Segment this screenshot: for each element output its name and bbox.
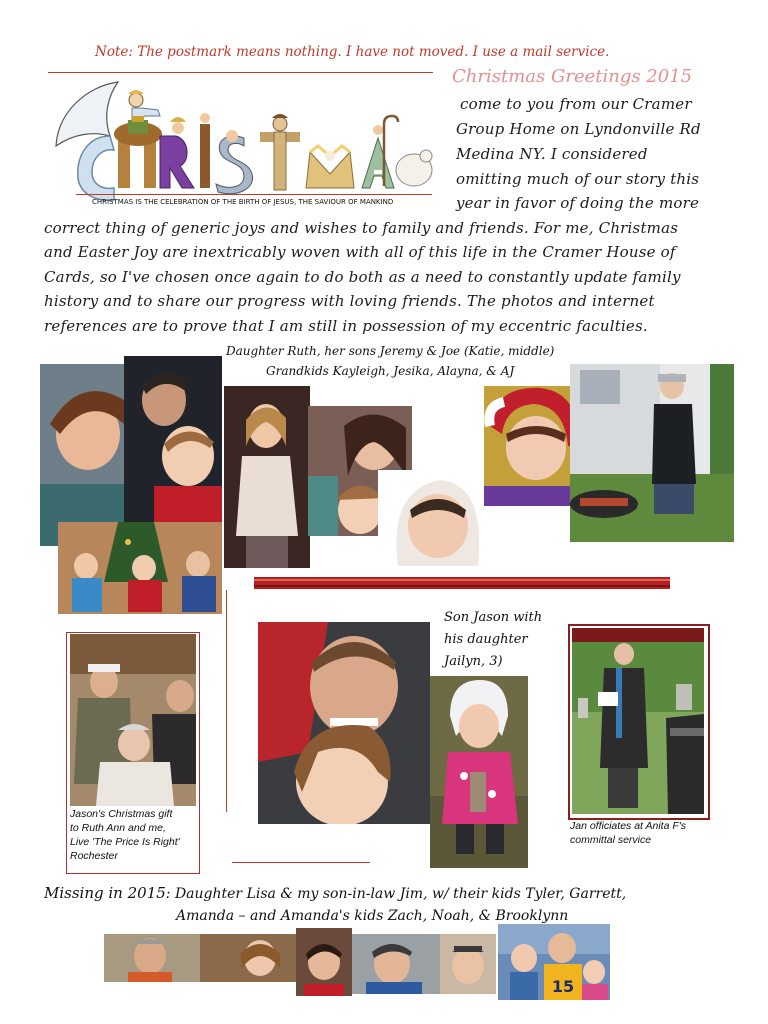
missing-label: Missing in 2015 <box>44 884 166 902</box>
photo-lisa-kids-2 <box>352 934 440 994</box>
photo-price-is-right-group <box>70 634 196 806</box>
vertical-divider <box>226 590 227 812</box>
caption-gift-2: to Ruth Ann and me, <box>70 822 166 834</box>
photo-jan-committal <box>572 628 704 814</box>
caption-ruth-family: Daughter Ruth, her sons Jeremy & Joe (Katie, middle) <box>226 344 555 358</box>
greeting-title: Christmas Greetings 2015 <box>452 66 693 87</box>
body-line-8: Cards, so I've chosen once again to do both as a need to constantly update family <box>44 268 681 286</box>
photo-man-grilling <box>570 364 734 542</box>
caption-gift-3: Live 'The Price Is Right' <box>70 836 180 848</box>
body-line-5: year in favor of doing the more <box>456 194 700 212</box>
caption-gift-1: Jason's Christmas gift <box>70 808 173 820</box>
photo-jailyn-snow <box>430 676 528 868</box>
caption-jason-2: his daughter <box>444 632 528 647</box>
body-line-3: Medina NY. I considered <box>456 145 648 163</box>
caption-grandkids: Grandkids Kayleigh, Jesika, Alayna, & AJ <box>266 364 515 378</box>
caption-jan-2: committal service <box>570 834 652 846</box>
body-line-2: Group Home on Lyndonville Rd <box>456 120 701 138</box>
christmas-logo-art <box>48 76 434 208</box>
caption-jason-1: Son Jason with <box>444 610 543 625</box>
bottom-divider <box>232 862 370 863</box>
photo-girl-pink-sweater <box>224 386 310 568</box>
jersey-number: 15 <box>551 977 575 996</box>
body-line-1: come to you from our Cramer <box>460 95 692 113</box>
caption-jason-3: Jailyn, 3) <box>444 654 503 669</box>
photo-lisa-kids-1 <box>296 928 352 996</box>
body-line-10: references are to prove that I am still in possession of my eccentric faculties. <box>44 317 648 335</box>
missing-line-2: Amanda – and Amanda's kids Zach, Noah, & Brooklynn <box>176 908 569 924</box>
photo-lisa-jim-family <box>104 934 296 982</box>
christmas-logo <box>48 76 434 208</box>
logo-tagline: CHRISTMAS IS THE CELEBRATION OF THE BIRTH OF JESUS, THE SAVIOUR OF MANKIND <box>92 198 394 206</box>
photo-girl-white-hood <box>378 470 494 566</box>
caption-gift-4: Rochester <box>70 850 118 862</box>
missing-line-1 <box>44 884 626 902</box>
photo-amanda-kids <box>498 924 610 1000</box>
top-divider <box>48 72 433 73</box>
caption-jan-1: Jan officiates at Anita F's <box>570 820 687 832</box>
body-line-4: omitting much of our story this <box>456 170 700 188</box>
decorative-red-bar <box>254 574 670 586</box>
photo-kids-christmas-tree <box>58 522 222 614</box>
postmark-note: Note: The postmark means nothing. I have not moved. I use a mail service. <box>95 44 610 60</box>
photo-lisa-kids-3 <box>440 934 496 994</box>
photo-ruth <box>40 364 124 546</box>
body-line-6: correct thing of generic joys and wishes to family and friends. For me, Christmas <box>44 219 679 237</box>
photo-jeremy-and-boy <box>124 356 222 522</box>
body-line-7: and Easter Joy are inextricably woven with all of this life in the Cramer House of <box>44 243 676 261</box>
photo-girl-red-hat <box>484 386 584 506</box>
photo-jason-and-jailyn <box>258 622 430 824</box>
missing-text-1: : Daughter Lisa & my son-in-law Jim, w/ their kids Tyler, Garrett, <box>165 886 627 902</box>
body-line-9: history and to share our progress with loving friends. The photos and internet <box>44 292 655 310</box>
